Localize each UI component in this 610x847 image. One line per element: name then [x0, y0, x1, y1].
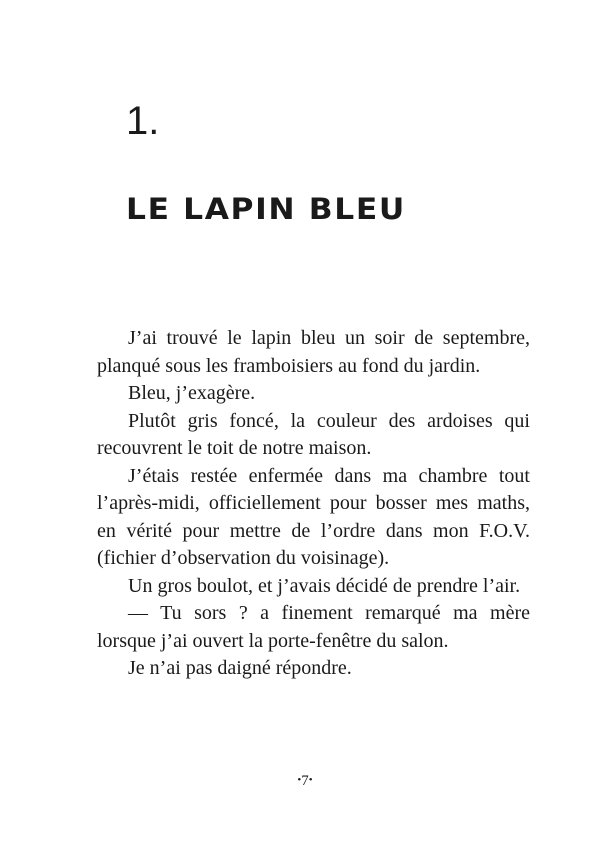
chapter-body	[97, 325, 530, 683]
paragraph: Plutôt gris foncé, la couleur des ardoises qui recouvrent le toit de notre maison.	[97, 409, 530, 459]
page-number-left-dot: •	[297, 774, 302, 786]
chapter-title: LE LAPIN BLEU	[126, 192, 406, 226]
page-number-value: 7	[301, 773, 309, 789]
page-number-right-dot: •	[308, 774, 313, 786]
page-number	[0, 771, 610, 790]
paragraph: Un gros boulot, et j’avais décidé de prendre l’air.	[128, 574, 521, 597]
paragraph: J’étais restée enfermée dans ma chambre tout l’après-midi, officiellement pour bosser mes maths, en vérité pour mettre de l’ordre dans mon F.O.V. (fichier d’observation du voisinage).	[97, 464, 530, 569]
paragraph: Bleu, j’exagère.	[128, 382, 256, 404]
paragraph: J’ai trouvé le lapin bleu un soir de septembre, planqué sous les framboisiers au fond du jardin.	[97, 327, 530, 377]
paragraph: Je n’ai pas daigné répondre.	[128, 657, 352, 679]
chapter-number: 1.	[126, 99, 160, 143]
paragraph: — Tu sors ? a finement remarqué ma mère lorsque j’ai ouvert la porte-fenêtre du salon.	[97, 602, 530, 652]
